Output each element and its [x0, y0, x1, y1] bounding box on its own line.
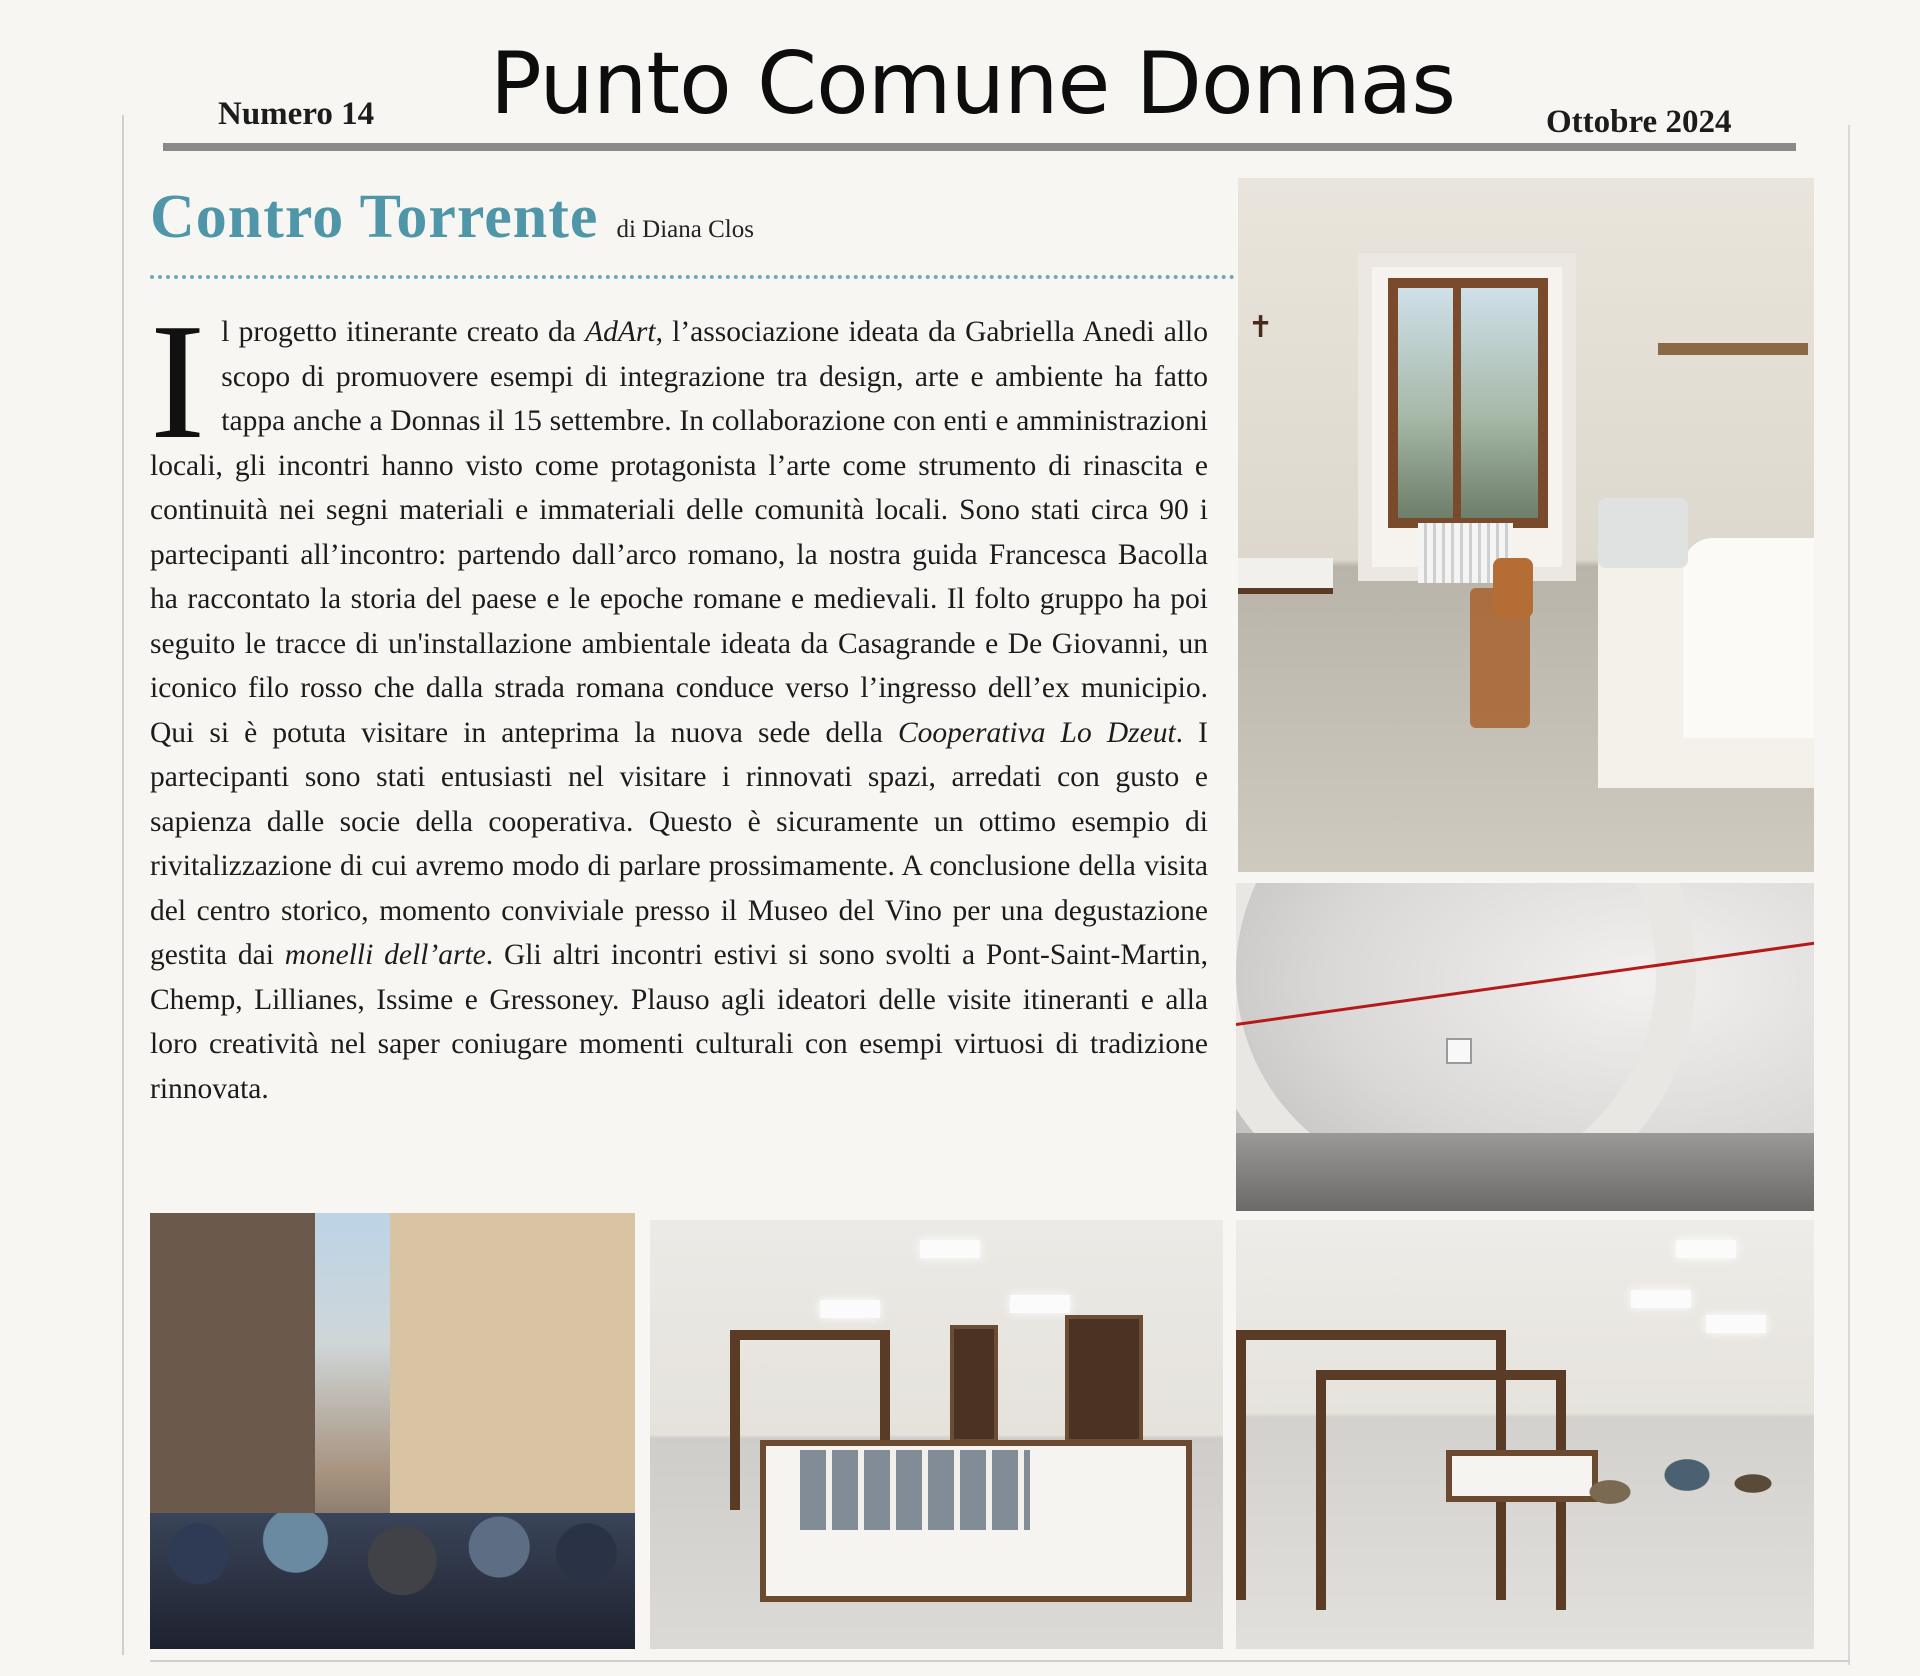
dotted-rule [150, 275, 1235, 279]
photo-floor [1236, 1133, 1814, 1211]
photo-weaving-room [1238, 178, 1814, 872]
section-title: Contro Torrente [150, 183, 599, 251]
bottom-rule [150, 1660, 1850, 1662]
photo-ceiling-light [1010, 1295, 1070, 1313]
photo-table [1238, 558, 1333, 594]
photo-sewing-machine [1598, 498, 1688, 568]
photo-loom-visitors [1236, 1220, 1814, 1649]
masthead-rule [163, 143, 1796, 151]
photo-ceiling-light [1676, 1240, 1736, 1258]
italic-segment: AdArt [585, 316, 656, 348]
photo-cloth [1683, 538, 1814, 738]
photo-building [150, 1213, 315, 1543]
photo-ceiling-light [1706, 1315, 1766, 1333]
photo-building [390, 1213, 635, 1553]
photo-ceiling-light [820, 1300, 880, 1318]
text-segment: . I partecipanti sono stati entusiasti nel visitare i rinnovati spazi, arredati con gusto e sapienza dalle socie della cooperativa. Questo è sicuramente un ottimo esempio di rivitalizzazione di cui avremo modo di parlare prossimamente. A conclusione della visita del centro storico, momento conviviale presso il Museo del Vino per una degustazione gestita dai [150, 716, 1208, 971]
photo-crowd [150, 1513, 635, 1649]
photo-crucifix: ✝ [1248, 311, 1274, 344]
text-segment: l progetto itinerante creato da [221, 316, 586, 348]
photo-ceiling-light [1631, 1290, 1691, 1308]
issue-date: Ottobre 2024 [1546, 104, 1732, 140]
drop-cap: I [150, 289, 206, 473]
byline: di Diana Clos [616, 216, 754, 243]
text-segment: . Gli altri incontri estivi si sono svolti a Pont-Saint-Martin, Chemp, Lillianes, Issime e Gressoney. Plauso agli ideatori delle visite itineranti e alla loro creatività nel saper coniugare momenti culturali con esempi virtuosi di tradizione rinnovata. [150, 939, 1208, 1105]
photo-shelf [1658, 343, 1808, 355]
photo-display-tiles [800, 1450, 1030, 1530]
photo-plaque [1446, 1038, 1472, 1064]
photo-street-group [150, 1213, 635, 1649]
article-paragraph [150, 289, 1208, 1111]
photo-window [1065, 1315, 1143, 1443]
photo-chair [1493, 558, 1533, 618]
photo-ceiling-light [920, 1240, 980, 1258]
italic-segment: Cooperativa Lo Dzeut [897, 716, 1176, 749]
photo-red-thread-installation [1236, 883, 1814, 1211]
photo-window-frame [1388, 278, 1548, 528]
page-edge-left [122, 115, 124, 1655]
photo-window [950, 1325, 998, 1443]
photo-loom-room [650, 1220, 1223, 1649]
photo-window-mullion [1453, 278, 1461, 528]
italic-segment: monelli dell’arte [284, 939, 486, 971]
masthead-title: Punto Comune Donnas [490, 34, 1456, 134]
photo-visitors [1566, 1390, 1786, 1560]
article-body [150, 289, 1208, 1111]
headline [150, 182, 754, 253]
issue-number: Numero 14 [218, 96, 375, 132]
text-segment: , l’associazione ideata da Gabriella Anedi allo scopo di promuovere esempi di integrazione tra design, arte e ambiente ha fatto tappa anche a Donnas il 15 settembre. In collaborazione con enti e amministrazioni locali, gli incontri hanno visto come protagonista l’arte come strumento di rinascita e continuità nei segni materiali e immateriali delle comunità locali. Sono stati circa 90 i partecipanti all’incontro: partendo dall’arco romano, la nostra guida Francesca Bacolla ha raccontato la storia del paese e le epoche romane e medievali. Il folto gruppo ha poi seguito le tracce di un'installazione ambientale ideata da Casagrande e De Giovanni, un iconico filo rosso che dalla strada romana conduce verso l’ingresso dell’ex municipio. Qui si è potuta visitare in anteprima la nuova sede della [150, 316, 1208, 749]
page-edge-right [1848, 125, 1850, 1665]
